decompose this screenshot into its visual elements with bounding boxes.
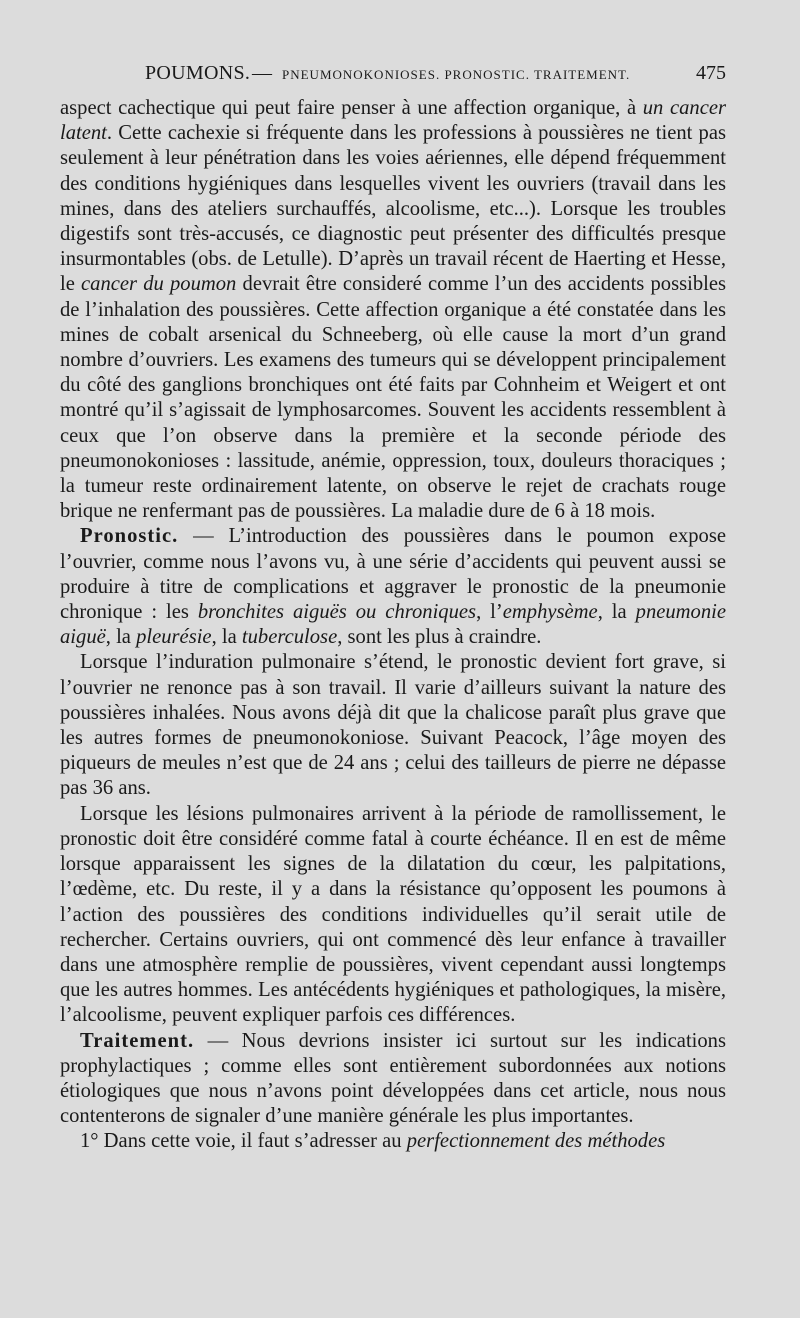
text-run: — L’introduction des poussières dans le poumon expose l’ouvrier, comme nous l’avons vu, à une série d’accidents qui peuvent aussi se produire à titre de complications et aggraver le pronostic de la pneumonie chronique : les	[60, 525, 726, 624]
paragraph-numbered-1	[60, 1129, 726, 1154]
page-body	[60, 96, 726, 1155]
text-run: , la	[105, 626, 137, 649]
header-dash: —	[252, 62, 272, 84]
page-number: 475	[696, 62, 726, 84]
running-header	[60, 62, 726, 88]
italic-term: pleurésie	[136, 626, 212, 649]
text-run: . Cette cachexie si fréquente dans les professions à poussières ne tient pas seulement à leur pénétration dans les voies aériennes, elle dépend fréquemment des conditions hygiéniques dans lesquelles vivent les ouvriers (travail dans les mines, dans des ateliers surchauffés, alcoolisme, etc...). Lorsque les troubles digestifs sont très-accusés, ce diagnostic peut présenter des difficultés presque insurmontables (obs. de Letulle). D’après un travail récent de Haerting et Hesse, le	[60, 122, 726, 296]
text-run: , l’	[476, 601, 503, 624]
text-run: , la	[597, 601, 636, 624]
text-run: 1° Dans cette voie, il faut s’adresser au	[80, 1130, 407, 1153]
paragraph-ramollissement: Lorsque les lésions pulmonaires arrivent à la période de ramollissement, le pronostic doit être considéré comme fatal à courte échéance. Il en est de même lorsque apparaissent les signes de la dilatation du cœur, les palpitations, l’œdème, etc. Du reste, il y a dans la résistance qu’opposent les poumons à l’action des poussières des conditions individuelles qu’il serait utile de rechercher. Certains ouvriers, qui ont commencé dès leur enfance à travailler dans une atmosphère remplie de poussières, vivent cependant aussi longtemps que les autres hommes. Les antécédents hygiéniques et pathologiques, la misère, l’alcoolisme, peuvent expliquer parfois ces différences.	[60, 802, 726, 1027]
header-subtitle: PNEUMONOKONIOSES. PRONOSTIC. TRAITEMENT.	[282, 67, 631, 82]
text-run: — Nous devrions insister ici surtout sur les indications prophylactiques ; comme elles sont entièrement subordonnées aux notions étiologiques que nous n’avons point développées dans cet article, nous nous contenterons de signaler d’une manière générale les plus importantes.	[60, 1029, 726, 1128]
italic-term: bronchites aiguës ou chroniques	[197, 601, 477, 624]
text-run: aspect cachectique qui peut faire penser à une affection organique, à	[60, 97, 643, 119]
italic-term: cancer du poumon	[81, 273, 237, 296]
text-run: , la	[211, 626, 242, 649]
text-run: devrait être consideré comme l’un des accidents possibles de l’inhalation des poussières. Cette affection organique a été constatée dans les mines de cobalt arsenical du Schneeberg, où elle cause la mort d’un grand nombre d’ouvriers. Les examens des tumeurs qui se développent principalement du côté des ganglions bronchiques ont été faits par Cohnheim et Weigert et ont montré qu’il s’agissait de lymphosarcomes. Souvent les accidents ressemblent à ceux que l’on observe dans la première et la seconde période des pneumonokonioses : lassitude, anémie, oppression, toux, douleurs thoraciques ; la tumeur reste ordinairement latente, on observe le rejet de crachats rouge brique ne renfermant pas de poussières. La maladie dure de 6 à 18 mois.	[60, 273, 727, 523]
section-heading-pronostic: Pronostic.	[80, 525, 179, 548]
italic-term: un cancer latent	[60, 97, 726, 145]
italic-term: pneumonie aiguë	[60, 601, 726, 649]
paragraph-continued	[60, 96, 726, 524]
text-run: , sont les plus à craindre.	[337, 626, 542, 649]
italic-term: emphysème	[502, 601, 598, 624]
italic-term: perfectionnement des méthodes	[406, 1130, 666, 1153]
paragraph-traitement	[60, 1029, 726, 1130]
section-heading-traitement: Traitement.	[80, 1029, 195, 1052]
header-title: POUMONS.	[145, 62, 251, 84]
paragraph-induration: Lorsque l’induration pulmonaire s’étend, le pronostic devient fort grave, si l’ouvrier ne renonce pas à son travail. Il varie d’ailleurs suivant la nature des poussières inhalées. Nous avons déjà dit que la chalicose paraît plus grave que les autres formes de pneumonokoniose. Suivant Peacock, l’âge moyen des piqueurs de meules n’est que de 24 ans ; celui des tailleurs de pierre ne dépasse pas 36 ans.	[60, 651, 726, 800]
italic-term: tuberculose	[241, 626, 338, 649]
paragraph-pronostic	[60, 524, 726, 650]
